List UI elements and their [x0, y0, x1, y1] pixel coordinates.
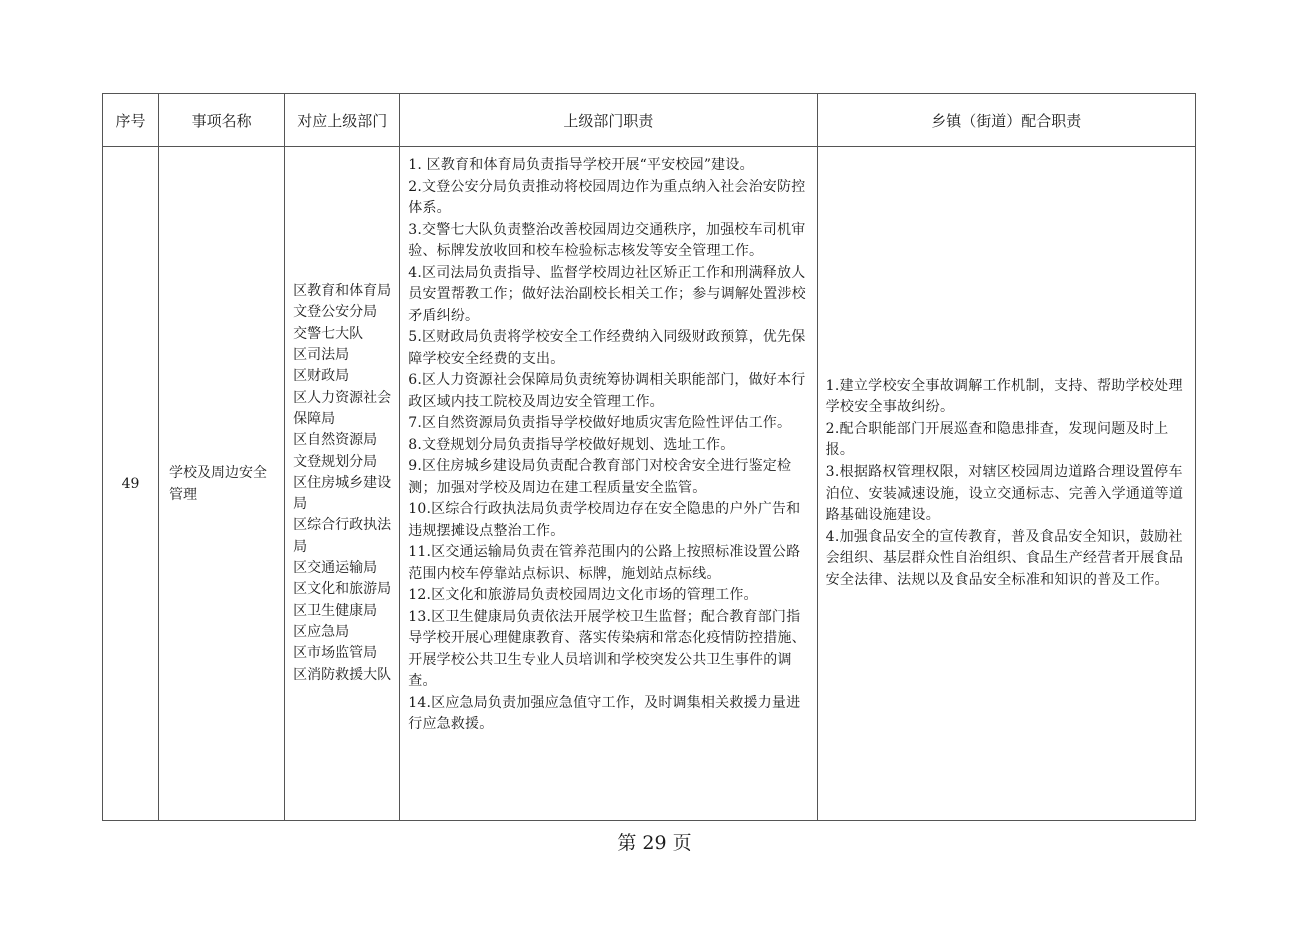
- duty-item: 3.交警七大队负责整治改善校园周边交通秩序，加强校车司机审验、标牌发放收回和校车检验标志核发等安全管理工作。: [408, 221, 806, 259]
- department-item: 区财政局: [293, 368, 350, 385]
- duty-item: 9.区住房城乡建设局负责配合教育部门对校舍安全进行鉴定检测；加强对学校及周边在建工程质量安全监管。: [408, 458, 792, 496]
- duty-item: 5.区财政局负责将学校安全工作经费纳入同级财政预算，优先保障学校安全经费的支出。: [408, 329, 806, 367]
- row-duties: [400, 147, 817, 821]
- department-item: 交警七大队: [293, 325, 364, 342]
- duty-item: 1. 区教育和体育局负责指导学校开展“平安校园”建设。: [408, 157, 754, 173]
- cooperation-item: 2.配合职能部门开展巡查和隐患排查，发现问题及时上报。: [825, 420, 1169, 459]
- department-item: 区住房城乡建设局: [293, 474, 392, 513]
- table-header-row: [103, 94, 1196, 147]
- duty-item: 11.区交通运输局负责在管养范围内的公路上按照标准设置公路范围内校车停靠站点标识、标牌，施划站点标线。: [408, 544, 801, 582]
- duty-item: 4.区司法局负责指导、监督学校周边社区矫正工作和刑满释放人员安置帮教工作；做好法治副校长相关工作；参与调解处置涉校矛盾纠纷。: [408, 264, 806, 324]
- table-row: [103, 147, 1196, 821]
- duty-item: 8.文登规划分局负责指导学校做好规划、选址工作。: [408, 436, 735, 453]
- header-item-name: 事项名称: [159, 94, 285, 147]
- department-item: 区卫生健康局: [293, 602, 378, 619]
- department-item: 文登规划分局: [293, 453, 378, 470]
- duty-item: 10.区综合行政执法局负责学校周边存在安全隐患的户外广告和违规摆摊设点整治工作。: [408, 501, 801, 539]
- row-seq: 49: [103, 147, 159, 821]
- header-department: 对应上级部门: [285, 94, 400, 147]
- duty-item: 14.区应急局负责加强应急值守工作，及时调集相关救援力量进行应急救援。: [408, 694, 801, 732]
- duty-item: 6.区人力资源社会保障局负责统筹协调相关职能部门，做好本行政区域内技工院校及周边安全管理工作。: [408, 372, 806, 410]
- department-item: 区人力资源社会保障局: [293, 389, 392, 427]
- duty-item: 12.区文化和旅游局负责校园周边文化市场的管理工作。: [408, 587, 758, 603]
- row-cooperation: [817, 147, 1195, 821]
- department-item: 区文化和旅游局: [293, 581, 392, 598]
- header-seq: 序号: [103, 94, 159, 147]
- duty-item: 2.文登公安分局负责推动将校园周边作为重点纳入社会治安防控体系。: [408, 178, 806, 216]
- department-item: 区应急局: [293, 623, 350, 640]
- department-item: 区市场监管局: [293, 645, 378, 662]
- page-number: 第 29 页: [617, 832, 692, 854]
- cooperation-item: 3.根据路权管理权限，对辖区校园周边道路合理设置停车泊位、安装减速设施，设立交通标志、完善入学通道等道路基础设施建设。: [825, 463, 1184, 524]
- duty-item: 7.区自然资源局负责指导学校做好地质灾害危险性评估工作。: [408, 415, 792, 431]
- department-item: 区综合行政执法局: [293, 517, 392, 555]
- department-item: 区自然资源局: [293, 432, 378, 449]
- cooperation-item: 1.建立学校安全事故调解工作机制，支持、帮助学校处理学校安全事故纠纷。: [825, 377, 1183, 416]
- header-duties: 上级部门职责: [400, 94, 817, 147]
- department-item: 区交通运输局: [293, 560, 378, 577]
- row-item-name: 学校及周边安全管理: [159, 147, 285, 821]
- department-item: 文登公安分局: [293, 304, 378, 321]
- responsibility-table: [102, 93, 1196, 821]
- duty-item: 13.区卫生健康局负责依法开展学校卫生监督；配合教育部门指导学校开展心理健康教育、落实传染病和常态化疫情防控措施、开展学校公共卫生专业人员培训和学校突发公共卫生事件的调查。: [408, 608, 806, 689]
- row-departments: [285, 147, 400, 821]
- department-item: 区司法局: [293, 347, 350, 364]
- cooperation-item: 4.加强食品安全的宣传教育，普及食品安全知识，鼓励社会组织、基层群众性自治组织、食品生产经营者开展食品安全法律、法规以及食品安全标准和知识的普及工作。: [825, 528, 1184, 588]
- department-item: 区教育和体育局: [293, 283, 392, 300]
- header-cooperation: 乡镇（街道）配合职责: [817, 94, 1195, 147]
- department-item: 区消防救援大队: [293, 666, 392, 683]
